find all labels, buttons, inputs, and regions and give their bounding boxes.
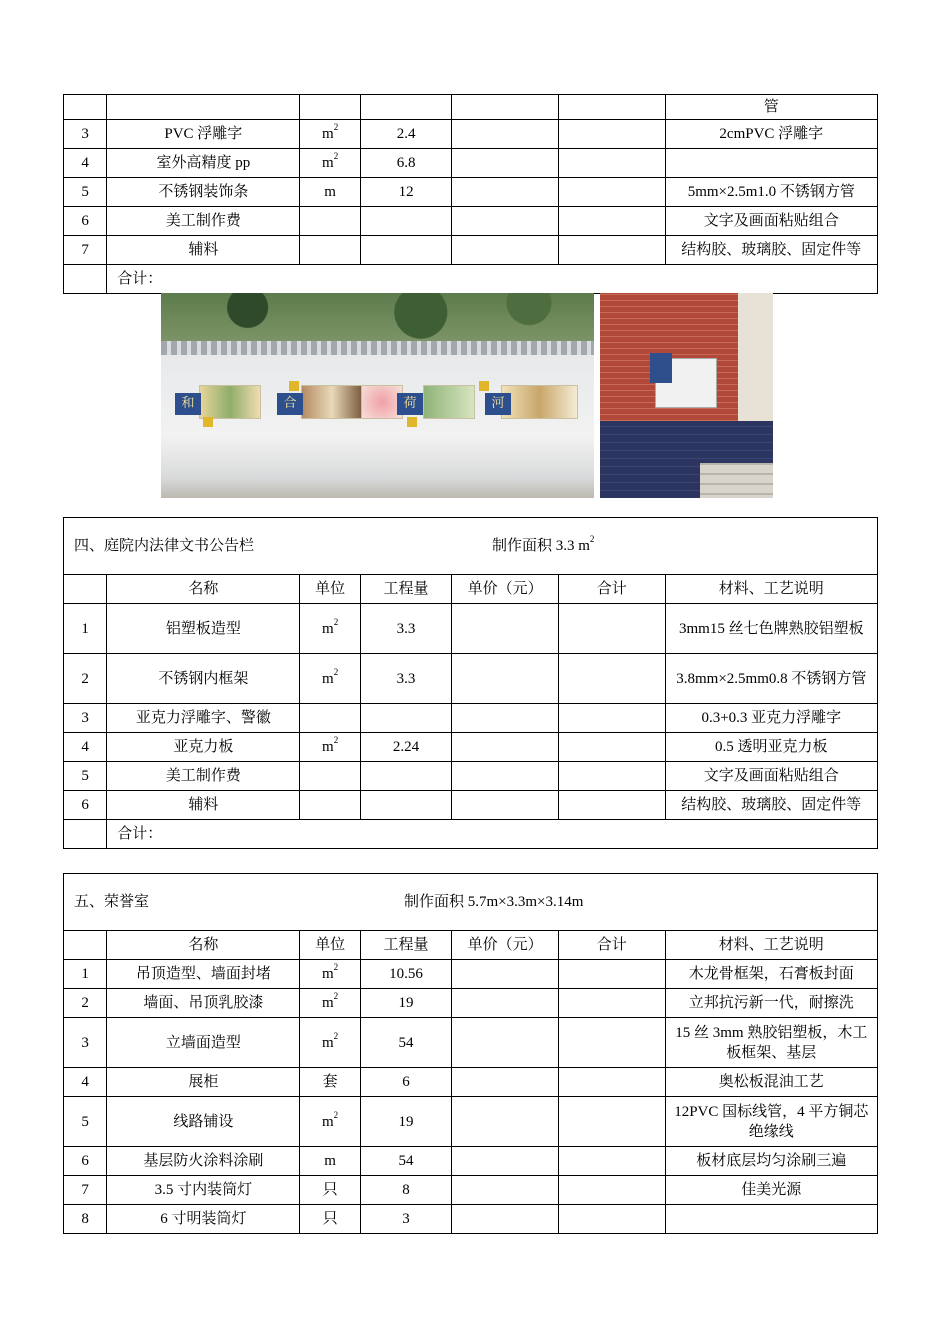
- cell: 7: [64, 1176, 107, 1205]
- cell: [300, 207, 360, 236]
- total-row: [64, 265, 878, 294]
- cell: 54: [360, 1147, 452, 1176]
- cell: [558, 654, 665, 704]
- cell: 文字及画面粘贴组合: [665, 207, 877, 236]
- cell: 亚克力浮雕字、警徽: [107, 704, 300, 733]
- cell: [360, 236, 452, 265]
- cell: 6: [64, 1147, 107, 1176]
- cell: [452, 960, 559, 989]
- header-cell: 合计: [558, 575, 665, 604]
- header-cell: 合计: [558, 931, 665, 960]
- header-cell: 工程量: [360, 575, 452, 604]
- cell: [558, 149, 665, 178]
- cell: [360, 791, 452, 820]
- cell: [107, 95, 300, 120]
- header-cell: 单位: [300, 575, 360, 604]
- cell: [558, 1176, 665, 1205]
- cell: 3.5 寸内装筒灯: [107, 1176, 300, 1205]
- cell: 立邦抗污新一代，耐擦洗: [665, 989, 877, 1018]
- cell: [452, 1018, 559, 1068]
- unit-cell: $m^2$: [300, 960, 360, 989]
- cell: 辅料: [107, 236, 300, 265]
- cell: 6.8: [360, 149, 452, 178]
- cell: 5: [64, 178, 107, 207]
- unit-cell: $m^2$: [300, 654, 360, 704]
- cell: [452, 1205, 559, 1234]
- cell: 7: [64, 236, 107, 265]
- header-cell: 名称: [107, 931, 300, 960]
- cell: 奥松板混油工艺: [665, 1068, 877, 1097]
- cell: [452, 1176, 559, 1205]
- cell: [558, 791, 665, 820]
- cell: 3: [64, 120, 107, 149]
- cell: 15 丝 3mm 熟胶铝塑板，木工板框架、基层: [665, 1018, 877, 1068]
- cell: [558, 604, 665, 654]
- cell: 室外高精度 pp: [107, 149, 300, 178]
- table-section5: [63, 873, 878, 1234]
- cell: 2cmPVC 浮雕字: [665, 120, 877, 149]
- cell: 2: [64, 654, 107, 704]
- cell: 美工制作费: [107, 207, 300, 236]
- cell: 美工制作费: [107, 762, 300, 791]
- cell: 2: [64, 989, 107, 1018]
- design-rendering-photos: [161, 293, 773, 498]
- cell: [558, 1068, 665, 1097]
- cell: [452, 95, 559, 120]
- cell: 1: [64, 604, 107, 654]
- cell: 3: [64, 704, 107, 733]
- table-row: [64, 1205, 878, 1234]
- cell: 不锈钢内框架: [107, 654, 300, 704]
- cell: [665, 1205, 877, 1234]
- cell: 结构胶、玻璃胶、固定件等: [665, 791, 877, 820]
- cell: 木龙骨框架，石膏板封面: [665, 960, 877, 989]
- section-title-cell: [64, 874, 878, 931]
- cell: 19: [360, 1097, 452, 1147]
- cell: [452, 178, 559, 207]
- cell: 8: [64, 1205, 107, 1234]
- cell: [300, 762, 360, 791]
- table-row: [64, 149, 878, 178]
- cell: [64, 820, 107, 849]
- courtyard-wall-rendering: [161, 293, 594, 498]
- table-row: [64, 178, 878, 207]
- header-cell: [64, 931, 107, 960]
- cell: 1: [64, 960, 107, 989]
- cell: 19: [360, 989, 452, 1018]
- cell: [300, 704, 360, 733]
- cell: 5mm×2.5m1.0 不锈钢方管: [665, 178, 877, 207]
- cell: 3mm15 丝七色牌熟胶铝塑板: [665, 604, 877, 654]
- section-title-cell: [64, 518, 878, 575]
- cell: 基层防火涂料涂刷: [107, 1147, 300, 1176]
- table-row: [64, 236, 878, 265]
- cell: 3.8mm×2.5mm0.8 不锈钢方管: [665, 654, 877, 704]
- cell: [64, 265, 107, 294]
- cell: 3: [360, 1205, 452, 1234]
- cell: [452, 236, 559, 265]
- table-row: [64, 1068, 878, 1097]
- cell: 6: [64, 791, 107, 820]
- unit-cell: $m^2$: [300, 1018, 360, 1068]
- cell: [452, 1068, 559, 1097]
- unit-cell: $m^2$: [300, 1097, 360, 1147]
- header-cell: 材料、工艺说明: [665, 575, 877, 604]
- photo-char: 荷: [397, 393, 423, 415]
- cell: 套: [300, 1068, 360, 1097]
- cell: 只: [300, 1176, 360, 1205]
- cell: [360, 207, 452, 236]
- unit-cell: $m^2$: [300, 149, 360, 178]
- cell: 6 寸明装筒灯: [107, 1205, 300, 1234]
- table-row: [64, 1097, 878, 1147]
- cell: 不锈钢装饰条: [107, 178, 300, 207]
- cell: 2.24: [360, 733, 452, 762]
- cell: [452, 654, 559, 704]
- building-signboard-photo: [600, 293, 773, 498]
- cell: 吊顶造型、墙面封堵: [107, 960, 300, 989]
- cell: [300, 791, 360, 820]
- cell: 佳美光源: [665, 1176, 877, 1205]
- cell: 8: [360, 1176, 452, 1205]
- table-row: [64, 733, 878, 762]
- cell: 只: [300, 1205, 360, 1234]
- cell: [558, 1097, 665, 1147]
- cell: 2.4: [360, 120, 452, 149]
- cell: 结构胶、玻璃胶、固定件等: [665, 236, 877, 265]
- cell: [360, 762, 452, 791]
- cell: 亚克力板: [107, 733, 300, 762]
- table-row: [64, 95, 878, 120]
- cell: [360, 95, 452, 120]
- photo-char: 和: [175, 393, 201, 415]
- header-row: [64, 575, 878, 604]
- table-row: [64, 207, 878, 236]
- cell: [452, 604, 559, 654]
- cell: 4: [64, 733, 107, 762]
- cell: [558, 704, 665, 733]
- cell: 0.3+0.3 亚克力浮雕字: [665, 704, 877, 733]
- cell: [452, 791, 559, 820]
- table-row: [64, 654, 878, 704]
- header-cell: [64, 575, 107, 604]
- unit-cell: $m^2$: [300, 120, 360, 149]
- cell: 5: [64, 762, 107, 791]
- cell: [452, 704, 559, 733]
- cell: m: [300, 1147, 360, 1176]
- cell: 立墙面造型: [107, 1018, 300, 1068]
- cell: [452, 733, 559, 762]
- cell: 墙面、吊顶乳胶漆: [107, 989, 300, 1018]
- table-section4: [63, 517, 878, 849]
- table-row: [64, 762, 878, 791]
- unit-cell: $m^2$: [300, 733, 360, 762]
- cell: 5: [64, 1097, 107, 1147]
- cell: 文字及画面粘贴组合: [665, 762, 877, 791]
- cell: [558, 989, 665, 1018]
- cell: 12: [360, 178, 452, 207]
- cell: [558, 762, 665, 791]
- table-row: [64, 704, 878, 733]
- cell: 12PVC 国标线管，4 平方铜芯绝缘线: [665, 1097, 877, 1147]
- cell: [558, 120, 665, 149]
- cell: [665, 149, 877, 178]
- header-row: [64, 931, 878, 960]
- cell: [300, 236, 360, 265]
- table-row: [64, 1147, 878, 1176]
- cell: [64, 95, 107, 120]
- cell: 3: [64, 1018, 107, 1068]
- section-title: 四、庭院内法律文书公告栏: [74, 538, 255, 554]
- section-title-row: [64, 874, 878, 931]
- cell: 辅料: [107, 791, 300, 820]
- cell: PVC 浮雕字: [107, 120, 300, 149]
- section-area: 制作面积 5.7m×3.3m×3.14m: [404, 894, 584, 910]
- header-cell: 工程量: [360, 931, 452, 960]
- cell: 3.3: [360, 604, 452, 654]
- cell: 6: [64, 207, 107, 236]
- cell: 4: [64, 149, 107, 178]
- cell: 线路铺设: [107, 1097, 300, 1147]
- cell: [300, 95, 360, 120]
- cell: [558, 960, 665, 989]
- cell: 54: [360, 1018, 452, 1068]
- header-cell: 单位: [300, 931, 360, 960]
- table-row: [64, 1176, 878, 1205]
- cell: [558, 1205, 665, 1234]
- cell: [452, 989, 559, 1018]
- cell: [452, 120, 559, 149]
- cell: [558, 236, 665, 265]
- cell: 3.3: [360, 654, 452, 704]
- header-cell: 单价（元）: [452, 575, 559, 604]
- header-cell: 材料、工艺说明: [665, 931, 877, 960]
- cell: [360, 704, 452, 733]
- table-row: [64, 1018, 878, 1068]
- total-row: [64, 820, 878, 849]
- section-title-row: [64, 518, 878, 575]
- unit-cell: $m^2$: [300, 989, 360, 1018]
- cell: m: [300, 178, 360, 207]
- total-label: 合计：: [107, 820, 878, 849]
- section-title: 五、荣誉室: [74, 894, 150, 910]
- cell: [558, 178, 665, 207]
- section-area: 制作面积 3.3 $m^2$: [492, 534, 595, 554]
- table-row: [64, 960, 878, 989]
- table-row: [64, 120, 878, 149]
- cell: 0.5 透明亚克力板: [665, 733, 877, 762]
- table-row: [64, 791, 878, 820]
- photo-char: 合: [277, 393, 303, 415]
- header-cell: 单价（元）: [452, 931, 559, 960]
- table-row: [64, 989, 878, 1018]
- cell: [452, 762, 559, 791]
- photo-char: 河: [485, 393, 511, 415]
- cell: [558, 1147, 665, 1176]
- cell: [452, 1097, 559, 1147]
- cell: [452, 1147, 559, 1176]
- cell: 板材底层均匀涂刷三遍: [665, 1147, 877, 1176]
- cell: 铝塑板造型: [107, 604, 300, 654]
- cell: [452, 207, 559, 236]
- table-row: [64, 604, 878, 654]
- cell: [558, 1018, 665, 1068]
- cell: [558, 95, 665, 120]
- total-label: 合计：: [107, 265, 878, 294]
- unit-cell: $m^2$: [300, 604, 360, 654]
- cell: 4: [64, 1068, 107, 1097]
- cell: [558, 733, 665, 762]
- cell: [452, 149, 559, 178]
- cell: 10.56: [360, 960, 452, 989]
- table-decoration-continued: [63, 94, 878, 294]
- cell: 展柜: [107, 1068, 300, 1097]
- cell: 6: [360, 1068, 452, 1097]
- cell: [558, 207, 665, 236]
- header-cell: 名称: [107, 575, 300, 604]
- cell: 管: [665, 95, 877, 120]
